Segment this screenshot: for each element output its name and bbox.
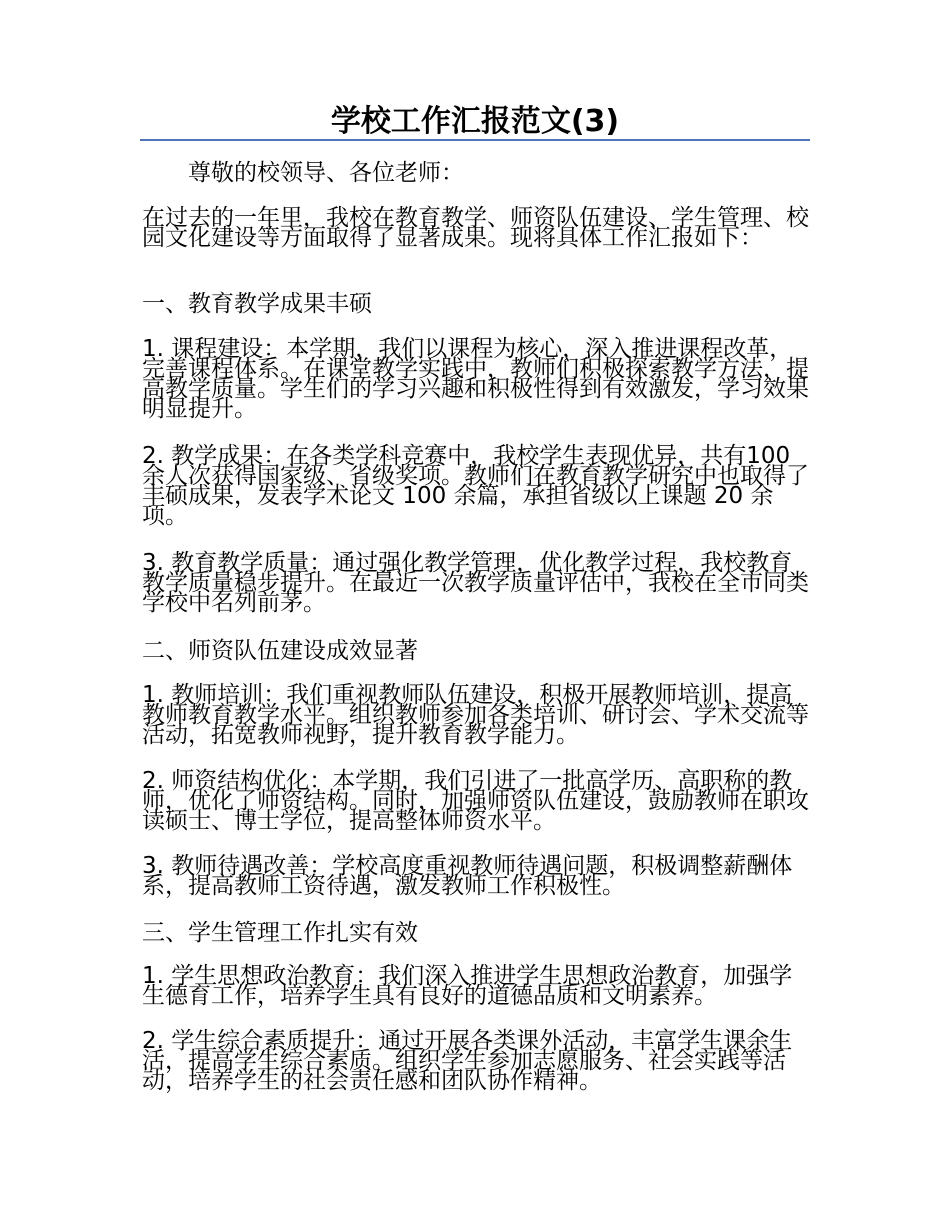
greeting: 尊敬的校领导、各位老师： — [188, 160, 464, 186]
section-1-item-3: 3. 教育教学质量：通过强化教学管理，优化教学过程，我校教育教学质量稳步提升。在最近一次教学质量评估中，我校在全市同类学校中名列前茅。 — [142, 550, 809, 616]
document-title: 学校工作汇报范文(3) — [330, 104, 620, 139]
intro-paragraph: 在过去的一年里，我校在教育教学、师资队伍建设、学生管理、校园文化建设等方面取得了显著成果。现将具体工作汇报如下： — [142, 205, 809, 251]
section-2-item-1: 1. 教师培训：我们重视教师队伍建设，积极开展教师培训，提高教师教育教学水平。组织教师参加各类培训、研讨会、学术交流等活动，拓宽教师视野，提升教育教学能力。 — [142, 682, 809, 748]
section-heading-2: 二、师资队伍建设成效显著 — [142, 638, 418, 664]
title-underline — [140, 139, 810, 141]
section-1-item-2: 2. 教学成果：在各类学科竞赛中，我校学生表现优异，共有100 余人次获得国家级、省级奖项。教师们在教育教学研究中也取得了丰硕成果，发表学术论文 100 余篇，承担省级以上课题 20 余项。 — [142, 443, 809, 529]
section-2-item-3: 3. 教师待遇改善：学校高度重视教师待遇问题，积极调整薪酬体系，提高教师工资待遇，激发教师工作积极性。 — [142, 853, 793, 899]
section-2-item-2: 2. 师资结构优化：本学期，我们引进了一批高学历、高职称的教师，优化了师资结构。同时，加强师资队伍建设，鼓励教师在职攻读硕士、博士学位，提高整体师资水平。 — [142, 768, 809, 834]
section-3-item-1: 1. 学生思想政治教育：我们深入推进学生思想政治教育，加强学生德育工作，培养学生具有良好的道德品质和文明素养。 — [142, 963, 793, 1009]
section-1-item-1: 1. 课程建设：本学期，我们以课程为核心，深入推进课程改革，完善课程体系。在课堂教学实践中，教师们积极探索教学方法，提高教学质量。学生们的学习兴趣和积极性得到有效激发，学习效果明显提升。 — [142, 336, 809, 422]
section-heading-1: 一、教育教学成果丰硕 — [142, 291, 372, 317]
section-3-item-2: 2. 学生综合素质提升：通过开展各类课外活动，丰富学生课余生活，提高学生综合素质。组织学生参加志愿服务、社会实践等活动，培养学生的社会责任感和团队协作精神。 — [142, 1028, 793, 1094]
section-heading-3: 三、学生管理工作扎实有效 — [142, 920, 418, 946]
